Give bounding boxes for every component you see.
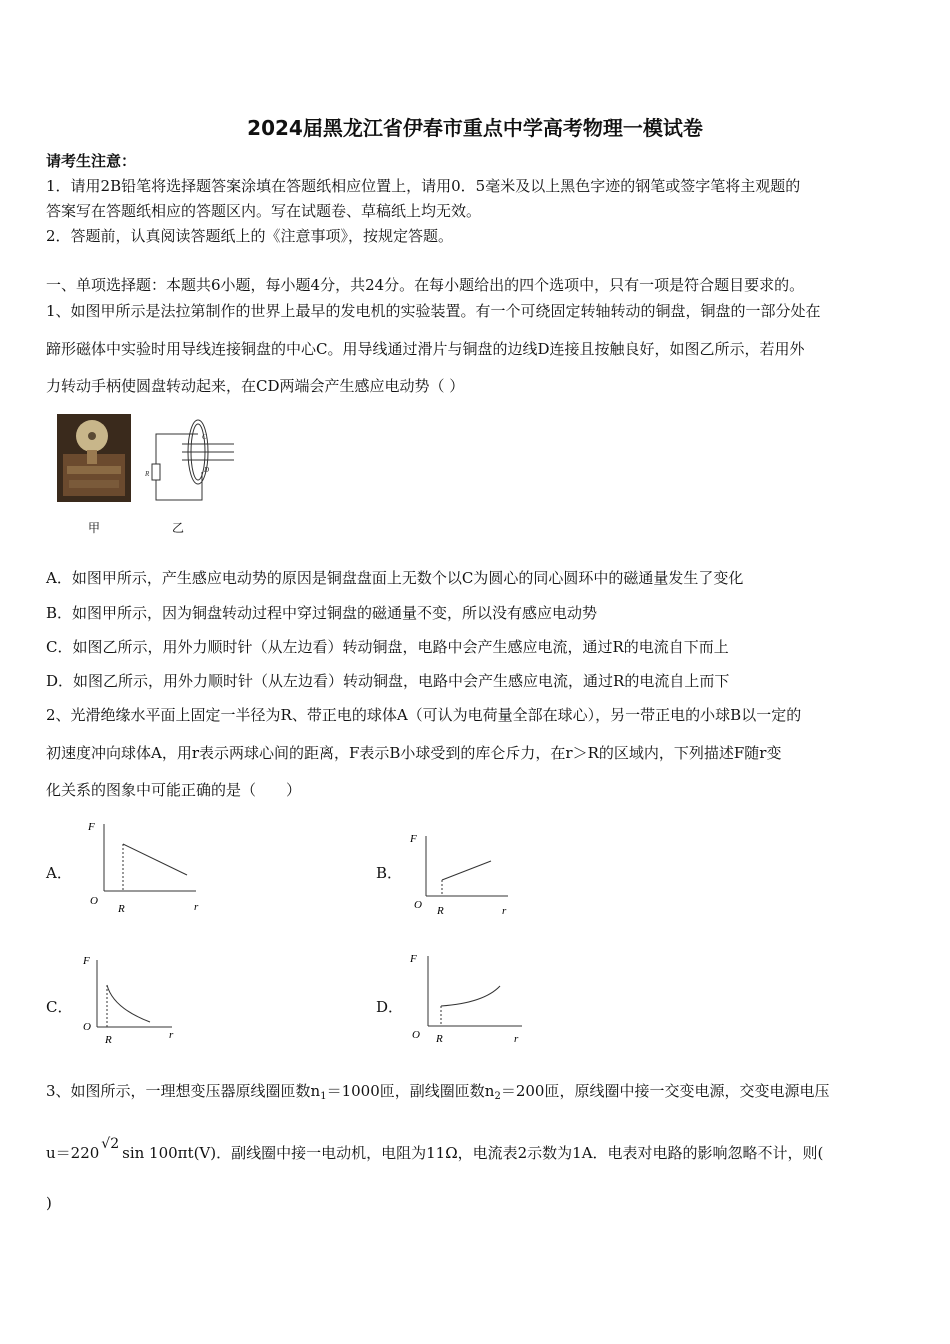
notice-line-2: 2．答题前，认真阅读答题纸上的《注意事项》，按规定答题。 xyxy=(46,227,454,245)
axis-r-label: r xyxy=(194,901,199,913)
sqrt-two: √2 xyxy=(101,1136,120,1152)
axis-r-label: r xyxy=(514,1033,519,1045)
axis-f-label: F xyxy=(410,953,417,965)
axis-r-big-label: R xyxy=(436,1033,443,1045)
notice-line-1: 1．请用2B铅笔将选择题答案涂填在答题纸相应位置上，请用0．5毫米及以上黑色字迹的钢笔或签字笔将主观题的 xyxy=(46,177,801,195)
q3-subscript-1: 1 xyxy=(320,1091,327,1102)
q2-line-2: 初速度冲向球体A，用r表示两球心间的距离，F表示B小球受到的库仑斥力，在r＞R的区域内，下列描述F随r变 xyxy=(46,744,782,762)
q1-option-d: D．如图乙所示，用外力顺时针（从左边看）转动铜盘，电路中会产生感应电流，通过R的电流自上而下 xyxy=(46,672,730,690)
notice-heading: 请考生注意： xyxy=(46,152,137,170)
axis-r-big-label: R xyxy=(118,903,125,915)
q1-option-a: A．如图甲所示，产生感应电动势的原因是铜盘盘面上无数个以C为圆心的同心圆环中的磁通量发生了变化 xyxy=(46,569,744,587)
resistor-label: R xyxy=(145,470,150,478)
q3-line-1-part-b: ＝1000匝，副线圈匝数n xyxy=(326,1082,495,1100)
q3-line-3: ) xyxy=(46,1194,52,1212)
axis-origin-label: O xyxy=(414,899,422,911)
section-heading: 一、单项选择题：本题共6小题，每小题4分，共24分。在每小题给出的四个选项中，只有一项是符合题目要求的。 xyxy=(46,276,805,294)
q3-subscript-2: 2 xyxy=(494,1091,501,1102)
q3-line-2-part-a: u＝220 xyxy=(46,1144,100,1162)
q1-option-c: C．如图乙所示，用外力顺时针（从左边看）转动铜盘，电路中会产生感应电流，通过R的电流自下而上 xyxy=(46,638,729,656)
graph-b xyxy=(404,828,516,920)
axis-r-label: r xyxy=(502,905,507,917)
q2-option-c-label: C． xyxy=(46,998,73,1016)
disk-circuit-diagram xyxy=(142,414,238,504)
graph-c xyxy=(80,950,180,1050)
axis-r-big-label: R xyxy=(105,1034,112,1046)
axis-f-label: F xyxy=(410,833,417,845)
q2-option-b-label: B． xyxy=(376,864,403,882)
figure-label-yi: 乙 xyxy=(172,521,185,535)
q3-line-2-part-b: sin 100πt(V)．副线圈中接一电动机，电阻为11Ω，电流表2示数为1A．电表对电路的影响忽略不计，则( xyxy=(122,1144,824,1162)
q2-line-3: 化关系的图象中可能正确的是（ ） xyxy=(46,781,302,799)
q3-line-1 xyxy=(46,1081,829,1107)
q1-line-3: 力转动手柄使圆盘转动起来，在CD两端会产生感应电动势（ ） xyxy=(46,377,465,395)
faraday-apparatus-photo xyxy=(57,414,131,502)
page-title: 2024届黑龙江省伊春市重点中学高考物理一模试卷 xyxy=(247,116,703,140)
notice-line-1b: 答案写在答题纸相应的答题区内。写在试题卷、草稿纸上均无效。 xyxy=(46,202,482,220)
graph-a xyxy=(84,816,204,918)
graph-d xyxy=(404,948,528,1046)
axis-r-label: r xyxy=(169,1029,174,1041)
axis-f-label: F xyxy=(83,955,90,967)
axis-f-label: F xyxy=(88,821,95,833)
q2-line-1: 2、光滑绝缘水平面上固定一半径为R、带正电的球体A（可认为电荷量全部在球心），另一带正电的小球B以一定的 xyxy=(46,706,802,724)
axis-origin-label: O xyxy=(412,1029,420,1041)
figure-label-jia: 甲 xyxy=(88,521,101,535)
q1-line-2: 蹄形磁体中实验时用导线连接铜盘的中心C。用导线通过滑片与铜盘的边线D连接且按触良好，如图乙所示，若用外 xyxy=(46,340,805,358)
axis-origin-label: O xyxy=(83,1021,91,1033)
q3-line-1-part-a: 3、如图所示，一理想变压器原线圈匝数n xyxy=(46,1082,321,1100)
q3-line-2 xyxy=(46,1136,824,1164)
q3-line-1-part-c: ＝200匝，原线圈中接一交变电源，交变电源电压 xyxy=(500,1082,830,1100)
q2-option-d-label: D． xyxy=(376,998,404,1016)
q1-line-1: 1、如图甲所示是法拉第制作的世界上最早的发电机的实验装置。有一个可绕固定转轴转动的铜盘，铜盘的一部分处在 xyxy=(46,302,821,320)
axis-origin-label: O xyxy=(90,895,98,907)
axis-r-big-label: R xyxy=(437,905,444,917)
point-c-label: C xyxy=(202,433,207,441)
point-d-label: D xyxy=(204,466,210,474)
q1-option-b: B．如图甲所示，因为铜盘转动过程中穿过铜盘的磁通量不变，所以没有感应电动势 xyxy=(46,604,598,622)
q2-option-a-label: A． xyxy=(46,864,72,882)
